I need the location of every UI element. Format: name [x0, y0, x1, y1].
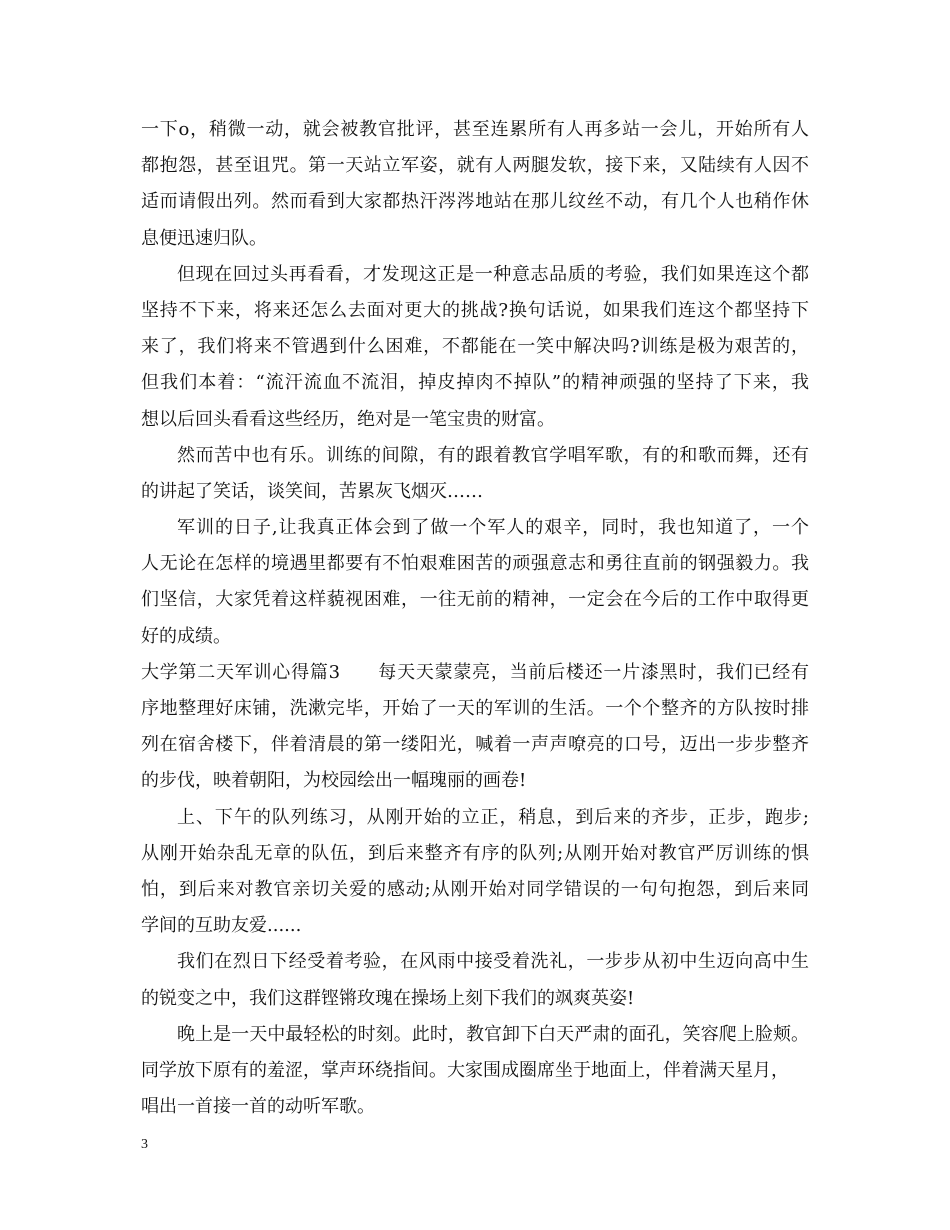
paragraph-first-line: 我们在烈日下经受着考验，在风雨中接受着洗礼，一步步从初中生迈向高中生	[177, 951, 809, 973]
paragraph-first-line: 晚上是一天中最轻松的时刻。此时，教官卸下白天严肃的面孔，笑容爬上脸颊。	[177, 1023, 809, 1045]
paragraph-first-line: 上、下午的队列练习，从刚开始的立正，稍息，到后来的齐步，正步，跑步;	[177, 806, 809, 828]
text-line: 坚持不下来，将来还怎么去面对更大的挑战?换句话说，如果我们连这个都坚持下	[141, 299, 809, 321]
text-line: 唱出一首接一首的动听军歌。	[141, 1096, 375, 1118]
text-line: 来了，我们将来不管遇到什么困难，不都能在一笑中解决吗?训练是极为艰苦的，	[141, 336, 809, 358]
text-line: 同学放下原有的羞涩，掌声环绕指间。大家围成圈席坐于地面上，伴着满天星月，	[141, 1059, 789, 1081]
page-number: 3	[141, 1137, 148, 1152]
text-line: 的锐变之中，我们这群铿锵玫瑰在操场上刻下我们的飒爽英姿!	[141, 987, 635, 1009]
text-line: 学间的互助友爱......	[141, 915, 302, 937]
text-line: 息便迅速归队。	[141, 227, 267, 249]
text-line: 怕，到后来对教官亲切关爱的感动;从刚开始对同学错误的一句句抱怨，到后来同	[141, 878, 809, 900]
text-line: 们坚信，大家凭着这样藐视困难，一往无前的精神，一定会在今后的工作中取得更	[141, 589, 809, 611]
section-heading-line: 大学第二天军训心得篇3 每天天蒙蒙亮，当前后楼还一片漆黑时，我们已经有	[141, 661, 809, 683]
text-line: 列在宿舍楼下，伴着清晨的第一缕阳光，喊着一声声嘹亮的口号，迈出一步步整齐	[141, 734, 809, 756]
text-line: 但我们本着：“流汗流血不流泪，掉皮掉肉不掉队”的精神顽强的坚持了下来，我	[141, 372, 809, 394]
text-line: 好的成绩。	[141, 625, 231, 647]
text-line: 都抱怨，甚至诅咒。第一天站立军姿，就有人两腿发软，接下来，又陆续有人因不	[141, 155, 809, 177]
text-line: 的讲起了笑话，谈笑间，苦累灰飞烟灭……	[141, 480, 483, 502]
paragraph-first-line: 但现在回过头再看看，才发现这正是一种意志品质的考验，我们如果连这个都	[177, 263, 809, 285]
paragraph-first-line: 然而苦中也有乐。训练的间隙，有的跟着教官学唱军歌，有的和歌而舞，还有	[177, 444, 809, 466]
text-line: 从刚开始杂乱无章的队伍，到后来整齐有序的队列;从刚开始对教官严厉训练的惧	[141, 842, 809, 864]
text-line: 一下o，稍微一动，就会被教官批评，甚至连累所有人再多站一会儿，开始所有人	[141, 119, 809, 140]
document-body	[141, 112, 809, 1125]
text-line: 人无论在怎样的境遇里都要有不怕艰难困苦的顽强意志和勇往直前的钢强毅力。我	[141, 553, 809, 575]
text-line: 适而请假出列。然而看到大家都热汗涔涔地站在那儿纹丝不动，有几个人也稍作休	[141, 191, 809, 213]
paragraph-first-line: 军训的日子,让我真正体会到了做一个军人的艰辛，同时，我也知道了，一个	[177, 517, 809, 539]
text-line: 的步伐，映着朝阳，为校园绘出一幅瑰丽的画卷!	[141, 770, 527, 792]
text-line: 想以后回头看看这些经历，绝对是一笔宝贵的财富。	[141, 408, 555, 430]
text-line: 序地整理好床铺，洗漱完毕，开始了一天的军训的生活。一个个整齐的方队按时排	[141, 698, 809, 719]
